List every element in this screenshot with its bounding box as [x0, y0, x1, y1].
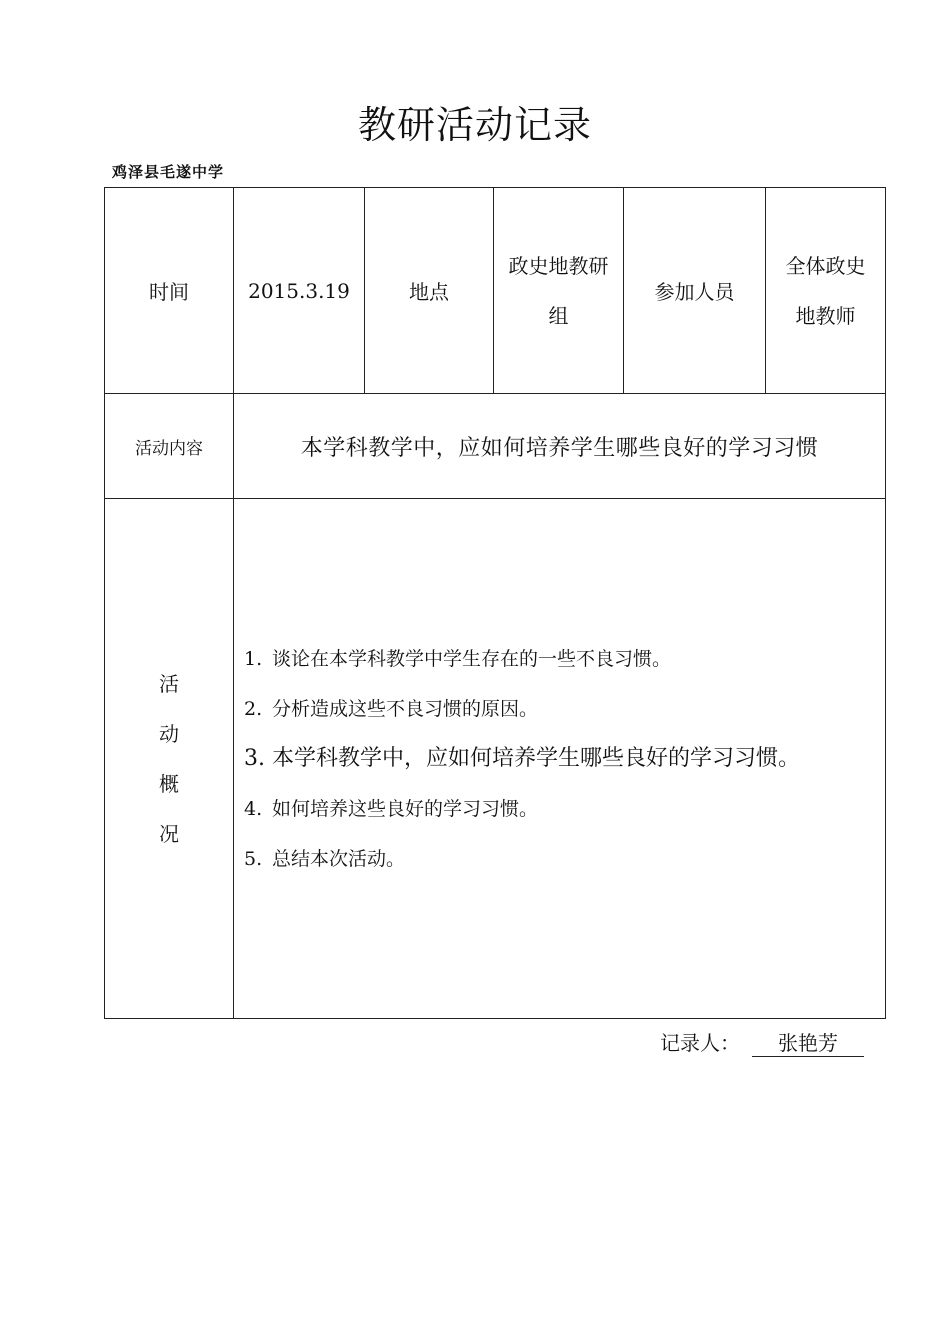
record-table: [104, 187, 886, 1019]
summary-row: [105, 499, 886, 1019]
list-item-number: 4.: [244, 797, 263, 820]
place-label: 地点: [365, 188, 494, 394]
recorder-name: 张艳芳: [752, 1027, 864, 1057]
list-item-text: 总结本次活动。: [272, 847, 406, 870]
time-label: 时间: [105, 188, 234, 394]
list-item-number: 1.: [244, 647, 263, 670]
page-title: 教研活动记录: [357, 103, 592, 147]
list-item-number: 3.: [244, 745, 265, 771]
participants-value-line2: 地教师: [795, 303, 856, 328]
content-label: 活动内容: [105, 394, 234, 499]
place-value-line2: 组: [548, 303, 569, 328]
list-item-number: 2.: [244, 697, 263, 720]
place-value-line1: 政史地教研: [508, 253, 609, 278]
participants-value: [766, 188, 886, 394]
list-item-text: 本学科教学中，应如何培养学生哪些良好的学习习惯。: [272, 745, 801, 771]
list-item: [244, 734, 885, 784]
list-item-number: 5.: [244, 847, 263, 870]
list-item: [244, 684, 885, 734]
time-value: 2015.3.19: [234, 188, 365, 394]
recorder-label: 记录人：: [660, 1031, 740, 1055]
list-item: [244, 634, 885, 684]
participants-label: 参加人员: [624, 188, 766, 394]
summary-label-char: 动: [159, 721, 179, 746]
list-item-text: 如何培养这些良好的学习习惯。: [272, 797, 539, 820]
summary-label-char: 况: [159, 821, 179, 846]
list-item-text: 谈论在本学科教学中学生存在的一些不良习惯。: [272, 647, 672, 670]
summary-content: [234, 499, 886, 1019]
list-item-text: 分析造成这些不良习惯的原因。: [272, 697, 539, 720]
recorder-line: [660, 1027, 864, 1057]
content-value: 本学科教学中，应如何培养学生哪些良好的学习习惯: [234, 394, 886, 499]
school-name: 鸡泽县毛遂中学: [112, 163, 225, 181]
header-row: [105, 188, 886, 394]
list-item: [244, 784, 885, 834]
summary-label: [105, 499, 234, 1019]
participants-value-line1: 全体政史: [785, 253, 866, 278]
list-item: [244, 834, 885, 884]
summary-label-char: 概: [159, 771, 179, 796]
summary-label-char: 活: [159, 671, 179, 696]
place-value: [494, 188, 624, 394]
content-row: [105, 394, 886, 499]
